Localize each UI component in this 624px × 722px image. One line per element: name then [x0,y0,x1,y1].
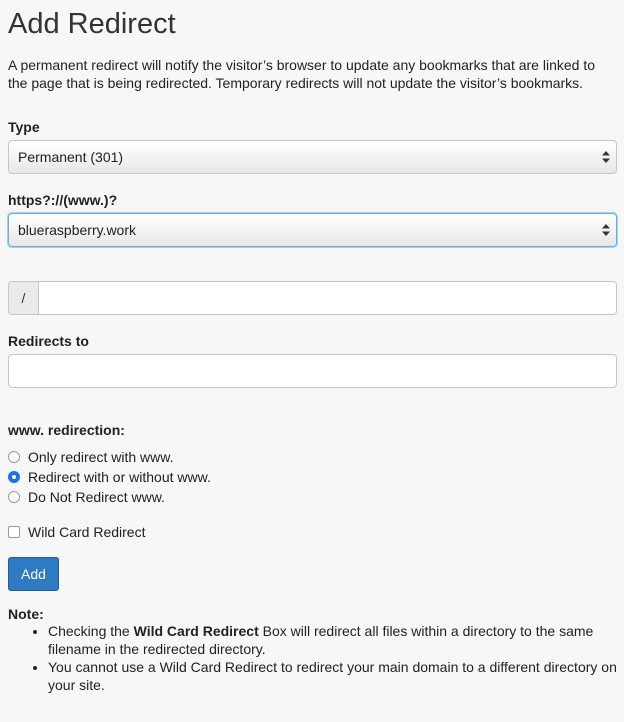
domain-select-value: blueraspberry.work [18,222,137,238]
radio-button[interactable] [8,491,20,503]
path-input[interactable] [38,281,617,315]
redirects-to-input[interactable] [8,354,617,388]
note-bold-text: Wild Card Redirect [133,623,259,639]
radio-button[interactable] [8,471,20,483]
note-text: Box will redirect all files within a directory to the same filename in the redirected directory. [48,623,594,657]
radio-button[interactable] [8,451,20,463]
type-label: Type [8,119,40,135]
radio-do-not-redirect-www[interactable] [8,489,165,505]
chevron-up-down-icon [602,151,610,163]
www-redirection-label: www. redirection: [8,422,125,438]
radio-with-or-without-www[interactable] [8,469,211,485]
wildcard-checkbox-row[interactable] [8,524,145,540]
radio-label: Redirect with or without www. [28,469,211,485]
note-list [8,622,617,694]
note-title: Note: [8,606,44,622]
path-prefix: / [8,281,38,315]
radio-label: Do Not Redirect www. [28,489,165,505]
note-text: Checking the [48,623,134,639]
note-section [8,606,617,694]
intro-text: A permanent redirect will notify the visitor’s browser to update any bookmarks that are linked to the page that is being redirected. Temporary redirects will not update the visitor’s bookmarks. [8,57,595,91]
page-title: Add Redirect [8,8,176,40]
type-select-value: Permanent (301) [18,149,124,165]
type-select[interactable] [8,140,617,174]
note-item-main-domain: • You cannot use a Wild Card Redirect to redirect your main domain to a different directory on your site. [48,658,617,694]
path-input-group [8,281,617,315]
radio-only-with-www[interactable] [8,449,173,465]
domain-select[interactable] [8,213,617,247]
wildcard-label: Wild Card Redirect [28,524,146,540]
chevron-up-down-icon [602,224,610,236]
redirects-to-label: Redirects to [8,333,89,349]
add-button[interactable]: Add [8,557,59,591]
wildcard-checkbox[interactable] [8,526,20,538]
radio-label: Only redirect with www. [28,449,174,465]
domain-label: https?://(www.)? [8,192,118,208]
note-item-wildcard [48,622,617,658]
